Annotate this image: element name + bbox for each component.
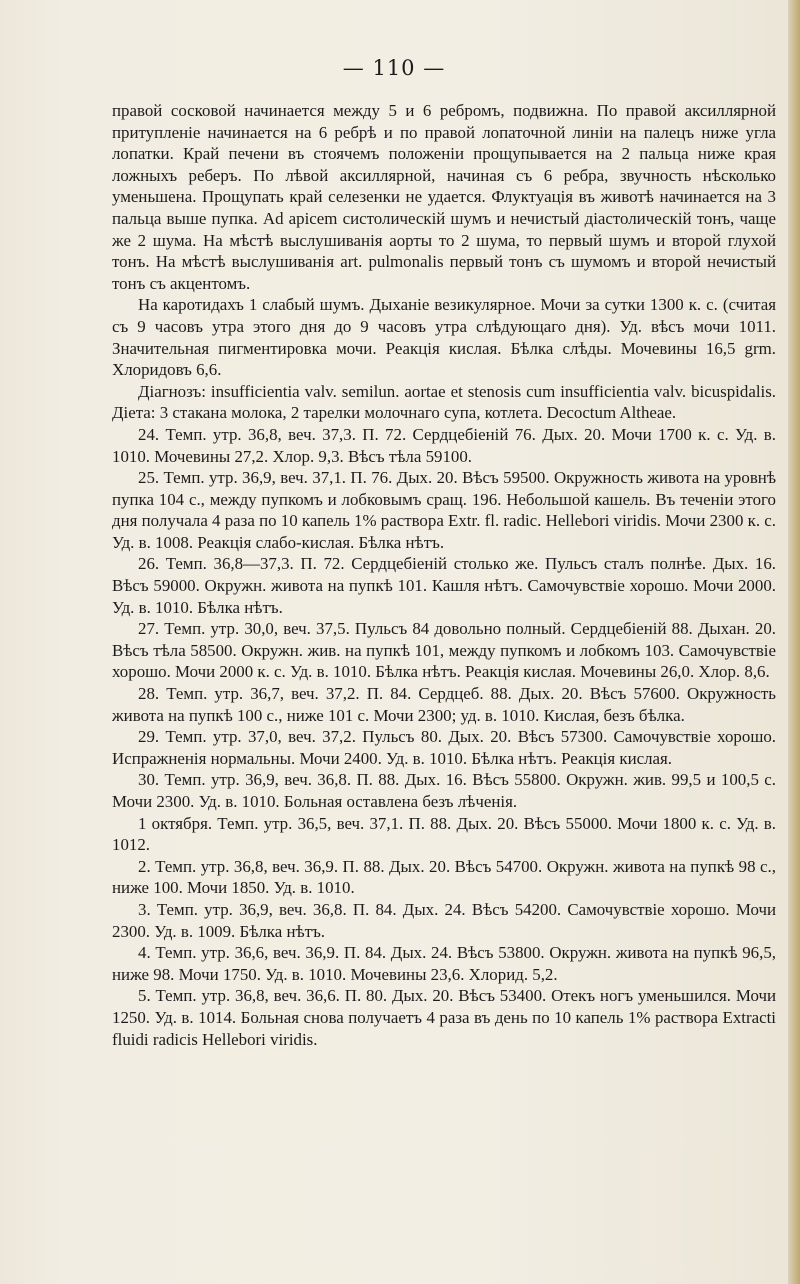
paragraph-12: 3. Темп. утр. 36,9, веч. 36,8. П. 84. Дых. 24. Вѣсъ 54200. Самочувствіе хорошо. Мочи 2300. Уд. в. 1009. Бѣлка нѣтъ. [112, 899, 776, 941]
paragraph-14: 5. Темп. утр. 36,8, веч. 36,6. П. 80. Дых. 20. Вѣсъ 53400. Отекъ ногъ уменьшился. Мочи 1250. Уд. в. 1014. Больная снова получаетъ 4 раза въ день по 10 капель 1% раствора Extracti fluidi radicis Hellebori viridis. [112, 986, 776, 1049]
paragraph-3: 24. Темп. утр. 36,8, веч. 37,3. П. 72. Сердцебіеній 76. Дых. 20. Мочи 1700 к. с. Уд. в. 1010. Мочевины 27,2. Хлор. 9,3. Вѣсъ тѣла 59100. [112, 424, 776, 466]
paragraph-8: 29. Темп. утр. 37,0, веч. 37,2. Пульсъ 80. Дых. 20. Вѣсъ 57300. Самочувствіе хорошо. Испражненія нормальны. Мочи 2400. Уд. в. 1010. Бѣлка нѣтъ. Реакція кислая. [112, 727, 776, 768]
paragraph-11: 2. Темп. утр. 36,8, веч. 36,9. П. 88. Дых. 20. Вѣсъ 54700. Окружн. живота на пупкѣ 98 с., ниже 100. Мочи 1850. Уд. в. 1010. [112, 856, 776, 898]
paragraph-6: 27. Темп. утр. 30,0, веч. 37,5. Пульсъ 84 довольно полный. Сердцебіеній 88. Дыхан. 20. Вѣсъ тѣла 58500. Окружн. жив. на пупкѣ 101, между пупкомъ и лобкомъ 103. Самочувствіе хорошо. Мочи 2000 к. с. Уд. в. 1010. Бѣлка нѣтъ. Реакція кислая. Мочевины 26,0. Хлор. 8,6. [112, 619, 776, 682]
paragraph-10: 1 октября. Темп. утр. 36,5, веч. 37,1. П. 88. Дых. 20. Вѣсъ 55000. Мочи 1800 к. с. Уд. в. 1012. [112, 813, 776, 855]
paragraph-4: 25. Темп. утр. 36,9, веч. 37,1. П. 76. Дых. 20. Вѣсъ 59500. Окружность живота на уровнѣ пупка 104 с., между пупкомъ и лобковымъ сращ. 196. Небольшой кашель. Въ теченіи этого дня получала 4 раза по 10 капель 1% раствора Extr. fl. radic. Hellebori viridis. Мочи 2300 к. с. Уд. в. 1008. Реакція слабо-кислая. Бѣлка нѣтъ. [112, 468, 776, 552]
paragraph-13: 4. Темп. утр. 36,6, веч. 36,9. П. 84. Дых. 24. Вѣсъ 53800. Окружн. живота на пупкѣ 96,5, ниже 98. Мочи 1750. Уд. в. 1010. Мочевины 23,6. Хлорид. 5,2. [112, 943, 776, 984]
paragraph-5: 26. Темп. 36,8—37,3. П. 72. Сердцебіеній столько же. Пульсъ сталъ полнѣе. Дых. 16. Вѣсъ 59000. Окружн. живота на пупкѣ 101. Кашля нѣтъ. Самочувствіе хорошо. Мочи 2000. Уд. в. 1010. Бѣлка нѣтъ. [112, 554, 776, 617]
page-text [112, 100, 776, 1050]
page-edge [788, 0, 800, 1284]
paragraph-2: Діагнозъ: insufficientia valv. semilun. aortae et stenosis cum insufficientia valv. bicuspidalis. Діета: 3 стакана молока, 2 тарелки молочнаго супа, котлета. Decoctum Altheae. [112, 381, 776, 423]
paragraph-9: 30. Темп. утр. 36,9, веч. 36,8. П. 88. Дых. 16. Вѣсъ 55800. Окружн. жив. 99,5 и 100,5 с. Мочи 2300. Уд. в. 1010. Больная оставлена безъ лѣченія. [112, 770, 776, 811]
paragraph-1: На каротидахъ 1 слабый шумъ. Дыханіе везикулярное. Мочи за сутки 1300 к. с. (считая съ 9 часовъ утра этого дня до 9 часовъ утра слѣдующаго дня). Уд. вѣсъ мочи 1011. Значительная пигментировка мочи. Реакція кислая. Бѣлка слѣды. Мочевины 16,5 grm. Хлоридовъ 6,6. [112, 295, 776, 380]
page-number: — 110 — [342, 56, 446, 80]
paragraph-0: правой сосковой начинается между 5 и 6 ребромъ, подвижна. По правой аксиллярной притупленіе начинается на 6 ребрѣ и по правой лопаточной линіи на палецъ ниже угла лопатки. Край печени въ стоячемъ положеніи прощупывается на 2 пальца ниже края ложныхъ реберъ. По лѣвой аксиллярной, начиная съ 6 ребра, звучность нѣсколько уменьшена. Прощупать край селезенки не удается. Флуктуація въ животѣ начинается на 3 пальца выше пупка. Ad apicem систолическій шумъ и нечистый діастолическій тонъ, чаще же 2 шума. На мѣстѣ выслушиванія аорты то 2 шума, то первый шумъ и второй глухой тонъ. На мѣстѣ выслушиванія art. pulmonalis первый тонъ съ шумомъ и второй нечистый тонъ съ акцентомъ. [112, 101, 776, 293]
paragraph-7: 28. Темп. утр. 36,7, веч. 37,2. П. 84. Сердцеб. 88. Дых. 20. Вѣсъ 57600. Окружность живота на пупкѣ 100 с., ниже 101 с. Мочи 2300; уд. в. 1010. Кислая, безъ бѣлка. [112, 684, 776, 725]
